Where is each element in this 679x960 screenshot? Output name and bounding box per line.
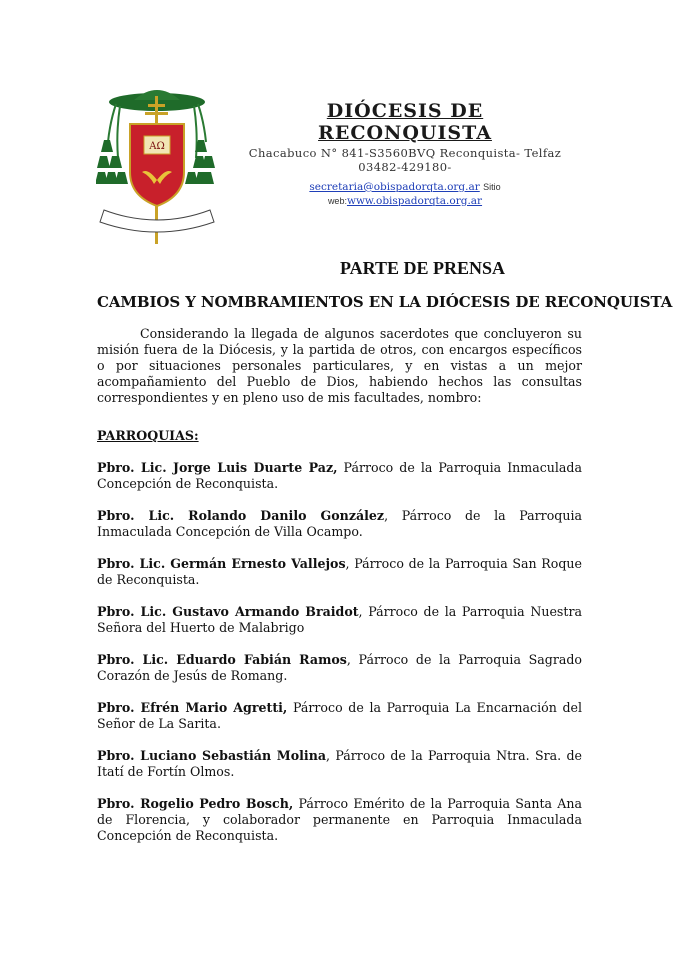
website-link[interactable]: www.obispadorqta.org.ar: [346, 195, 483, 207]
appointment-text: , Párroco de la Parroquia San Roque de Reconquista.: [97, 556, 582, 587]
email-link[interactable]: secretaria@obispadorqta.org.ar: [309, 181, 480, 193]
appointment-item: [97, 604, 582, 636]
priest-name: Pbro. Lic. Rolando Danilo González: [97, 508, 385, 523]
press-release-title: PARTE DE PRENSA: [340, 258, 506, 278]
priest-name: Pbro. Efrén Mario Agretti,: [97, 700, 288, 715]
site-label: Sitio: [483, 182, 501, 192]
appointment-text: Párroco de la Parroquia Inmaculada Concepción de Reconquista.: [97, 460, 582, 491]
svg-text:AΩ: AΩ: [149, 141, 165, 152]
appointment-item: [97, 556, 582, 588]
letterhead: [240, 100, 570, 208]
appointment-text: Párroco de la Parroquia La Encarnación del Señor de La Sarita.: [97, 700, 582, 731]
address-line: Chacabuco N° 841-S3560BVQ Reconquista- Telfaz 03482-429180-: [248, 146, 562, 174]
priest-name: Pbro. Lic. Eduardo Fabián Ramos: [97, 652, 347, 667]
section-label: [97, 428, 582, 444]
web-label: web:: [327, 196, 347, 206]
appointment-item: [97, 748, 582, 780]
diocese-title: DIÓCESIS DE RECONQUISTA: [318, 100, 492, 144]
appointment-text: , Párroco de la Parroquia Nuestra Señora del Huerto de Malabrigo: [97, 604, 582, 635]
appointment-item: [97, 652, 582, 684]
appointment-item: [97, 460, 582, 492]
appointment-text: , Párroco de la Parroquia Inmaculada Concepción de Villa Ocampo.: [97, 508, 582, 539]
document-heading: CAMBIOS Y NOMBRAMIENTOS EN LA DIÓCESIS DE RECONQUISTA: [97, 293, 673, 311]
document-body: [97, 292, 673, 860]
priest-name: Pbro. Lic. Gustavo Armando Braidot: [97, 604, 359, 619]
contact-block: [240, 180, 570, 208]
appointment-text: , Párroco de la Parroquia Ntra. Sra. de Itatí de Fortín Olmos.: [97, 748, 582, 779]
priest-name: Pbro. Rogelio Pedro Bosch,: [97, 796, 294, 811]
appointment-item: [97, 796, 582, 844]
intro-paragraph: Considerando la llegada de algunos sacerdotes que concluyeron su misión fuera de la Diócesis, y la partida de otros, con encargos específicos o por situaciones personales particulares, y en vistas a un mejor acompañamiento del Pueblo de Dios, habiendo hechos las consultas correspondientes y en pleno uso de mis facultades, nombro:: [97, 326, 582, 405]
appointment-item: [97, 700, 582, 732]
priest-name: Pbro. Luciano Sebastián Molina: [97, 748, 327, 763]
section-label-text: PARROQUIAS: [97, 428, 194, 443]
appointment-text: , Párroco de la Parroquia Sagrado Corazón de Jesús de Romang.: [97, 652, 582, 683]
appointment-text: Párroco Emérito de la Parroquia Santa Ana de Florencia, y colaborador permanente en Parroquia Inmaculada Concepción de Reconquista.: [97, 796, 582, 843]
coat-of-arms-logo: [96, 82, 218, 244]
priest-name: Pbro. Lic. Germán Ernesto Vallejos: [97, 556, 346, 571]
section-label-colon: :: [193, 428, 199, 443]
appointment-item: [97, 508, 582, 540]
priest-name: Pbro. Lic. Jorge Luis Duarte Paz,: [97, 460, 338, 475]
